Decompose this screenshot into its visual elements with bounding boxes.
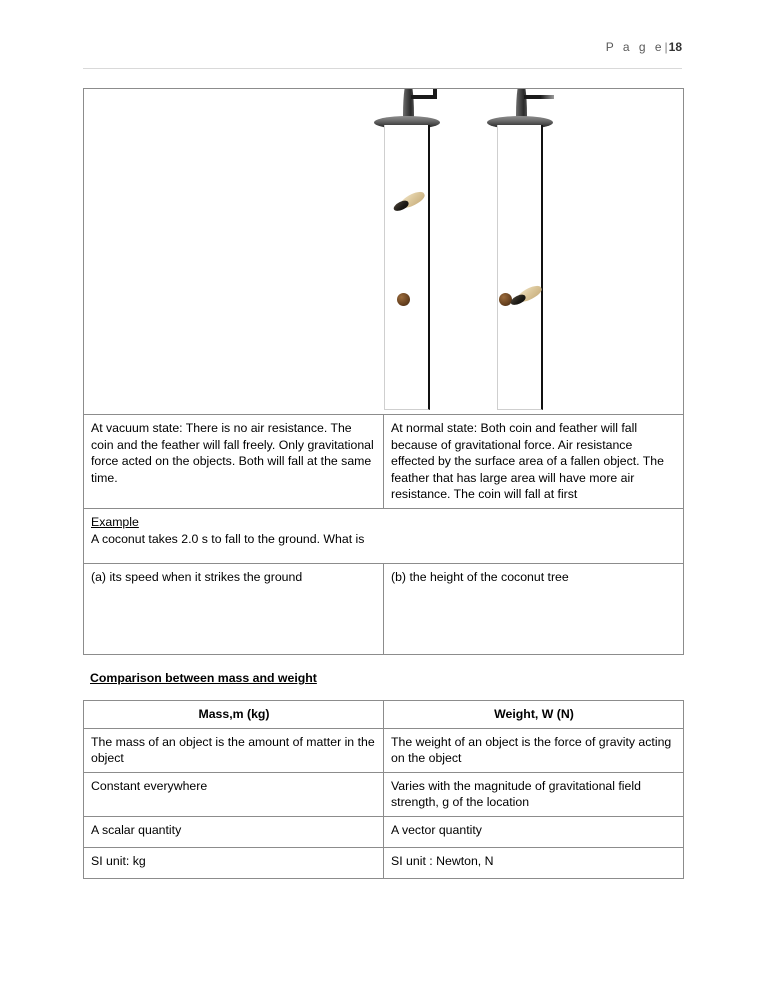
example-cell (84, 508, 684, 563)
page-number-label (606, 40, 682, 54)
table-row-descriptions (84, 415, 684, 509)
weight-definition-cell: The weight of an object is the force of gravity acting on the object (384, 728, 684, 772)
right-tube (497, 125, 543, 410)
mass-constancy-cell: Constant everywhere (84, 772, 384, 816)
left-tube (384, 125, 430, 410)
page-word: P a g e (605, 40, 665, 54)
example-label: Example (91, 514, 139, 529)
table-row-example (84, 508, 684, 563)
answer-cell-b: (b) the height of the coconut tree (384, 563, 684, 654)
answer-cell-a: (a) its speed when it strikes the ground (84, 563, 384, 654)
left-tube-glass (384, 125, 430, 410)
mass-definition-cell: The mass of an object is the amount of matter in the object (84, 728, 384, 772)
right-tube-glass (497, 125, 543, 410)
page-header (83, 40, 682, 72)
table-row (84, 847, 684, 878)
mass-quantity-type-cell: A scalar quantity (84, 816, 384, 847)
page-number-value: 18 (668, 40, 682, 54)
table-row (84, 816, 684, 847)
table-row-figure (84, 89, 684, 415)
table-row (84, 728, 684, 772)
vacuum-tube-experiment-diagram (84, 89, 683, 414)
table-header-row (84, 701, 684, 729)
weight-variability-cell: Varies with the magnitude of gravitational field strength, g of the location (384, 772, 684, 816)
experiment-table (83, 88, 684, 655)
header-divider (83, 68, 682, 69)
comparison-table (83, 700, 684, 879)
right-tube-valve-handle-horizontal-icon (524, 95, 554, 99)
table-row-answers (84, 563, 684, 654)
figure-cell (84, 89, 684, 415)
weight-quantity-type-cell: A vector quantity (384, 816, 684, 847)
left-tube-valve-handle-vertical-icon (433, 89, 437, 99)
left-tube-coin-icon (397, 293, 410, 306)
mass-si-unit-cell: SI unit: kg (84, 847, 384, 878)
column-header-weight: Weight, W (N) (384, 701, 684, 729)
normal-state-description-cell: At normal state: Both coin and feather will fall because of gravitational force. Air resistance effected by the surface area of a fallen object. The feather that has large area will have more air resistance. The coin will fall at first (384, 415, 684, 509)
table-row (84, 772, 684, 816)
vacuum-state-description-cell: At vacuum state: There is no air resistance. The coin and the feather will fall freely. Only gravitational force acted on the objects. Both will fall at the same time. (84, 415, 384, 509)
weight-si-unit-cell: SI unit : Newton, N (384, 847, 684, 878)
page-separator: | (664, 40, 669, 54)
example-question: A coconut takes 2.0 s to fall to the ground. What is (91, 531, 365, 546)
column-header-mass: Mass,m (kg) (84, 701, 384, 729)
comparison-section-heading: Comparison between mass and weight (90, 671, 317, 685)
